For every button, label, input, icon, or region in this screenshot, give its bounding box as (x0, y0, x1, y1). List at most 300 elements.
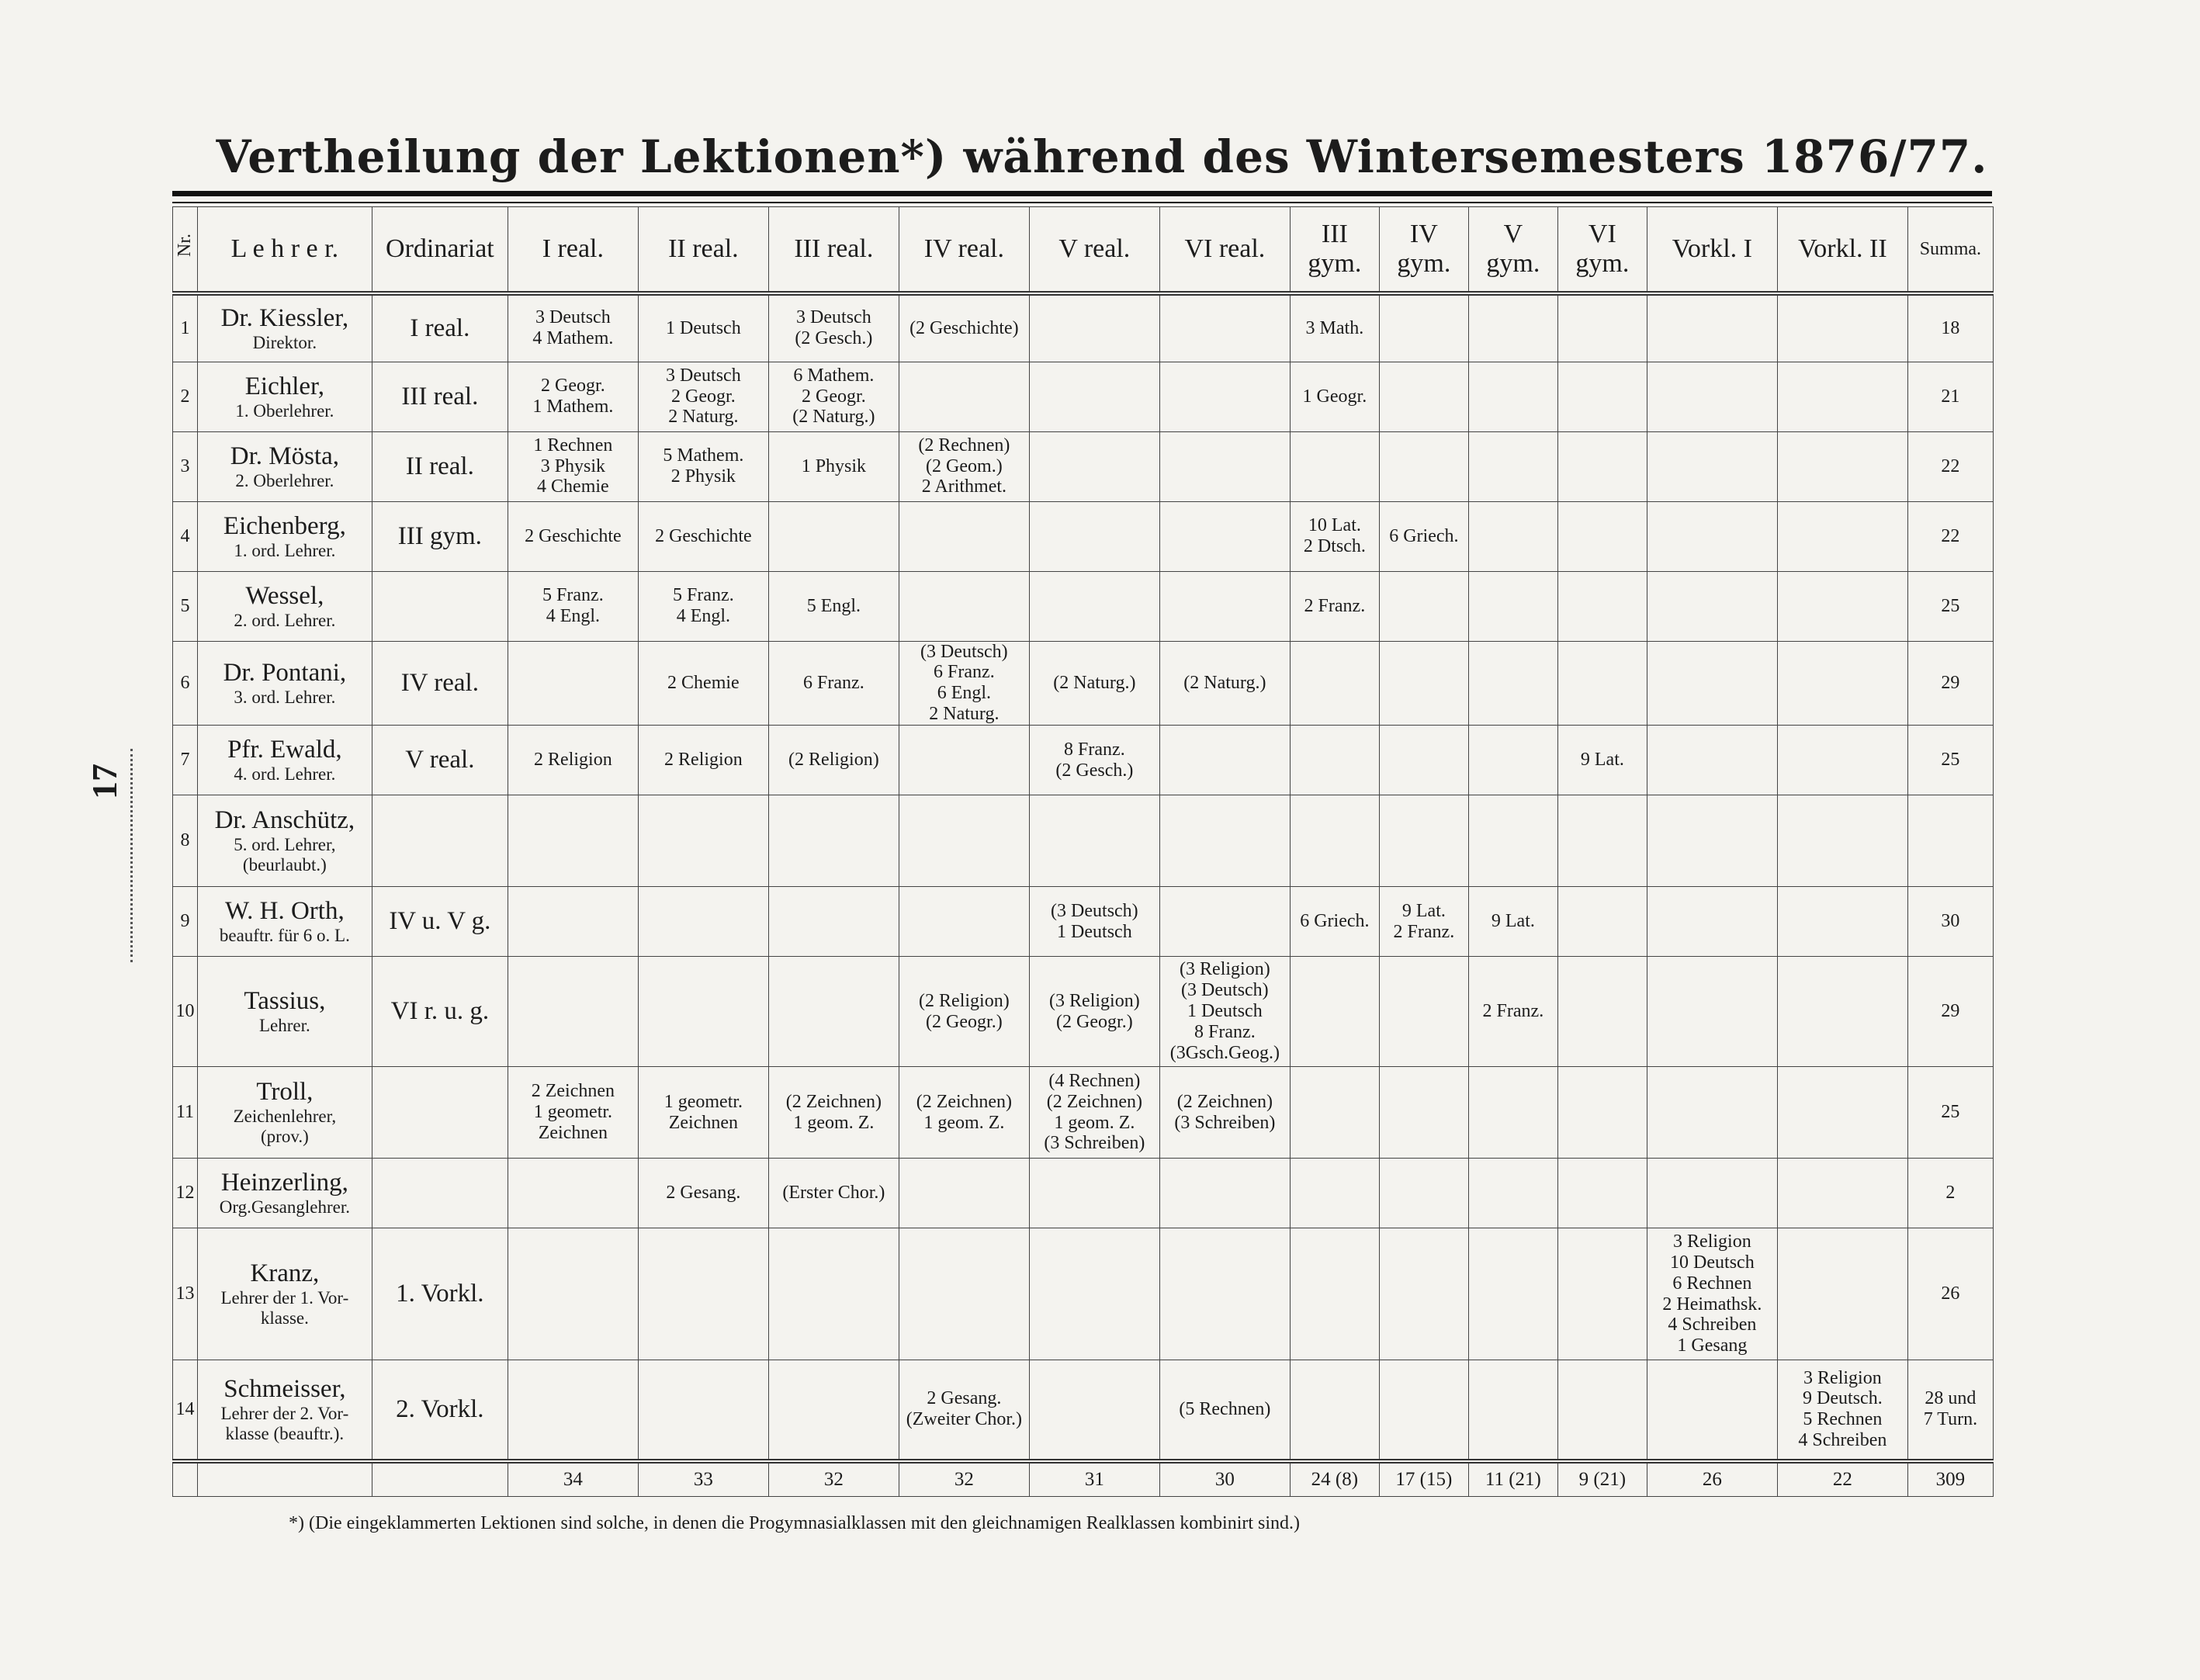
row-number: 8 (173, 795, 198, 887)
lesson-cell (1777, 641, 1907, 726)
total-value: 32 (768, 1461, 899, 1497)
ordinariat-cell (372, 1067, 508, 1159)
teacher-role: 2. ord. Lehrer. (234, 610, 336, 630)
lesson-cell (1468, 571, 1557, 641)
lesson-cell (1159, 571, 1290, 641)
lesson-cell (899, 887, 1029, 957)
lesson-cell (1647, 726, 1777, 795)
teacher-name: Dr. Anschütz, (214, 806, 355, 835)
lesson-cell (768, 1228, 899, 1360)
lesson-cell (1557, 501, 1647, 571)
lesson-cell: 1 Deutsch (638, 293, 768, 362)
lesson-cell (899, 362, 1029, 431)
teacher-role: Lehrer. (258, 1016, 310, 1036)
table-row (173, 1360, 1994, 1461)
lesson-cell (1159, 795, 1290, 887)
lesson-cell: 1 Physik (768, 431, 899, 501)
lesson-cell (1159, 1159, 1290, 1228)
header-iii-real: III real. (768, 207, 899, 294)
teacher-cell (197, 641, 372, 726)
lesson-cell: 2 Chemie (638, 641, 768, 726)
lesson-cell: 9 Lat. 2 Franz. (1379, 887, 1468, 957)
lesson-cell (1777, 362, 1907, 431)
lesson-cell (1777, 571, 1907, 641)
lesson-cell (1557, 431, 1647, 501)
lesson-cell (1379, 293, 1468, 362)
lesson-cell (1159, 431, 1290, 501)
teacher-cell (197, 501, 372, 571)
sum-cell: 25 (1907, 1067, 1993, 1159)
lesson-cell (1777, 726, 1907, 795)
teacher-name: Dr. Pontani, (223, 658, 347, 687)
lesson-cell (1379, 1159, 1468, 1228)
header-i-real: I real. (508, 207, 638, 294)
page-number: 17 (85, 764, 124, 799)
lesson-cell (1379, 1067, 1468, 1159)
lesson-cell (768, 501, 899, 571)
sum-cell: 18 (1907, 293, 1993, 362)
lesson-cell (1029, 1159, 1159, 1228)
lesson-cell (1557, 641, 1647, 726)
lesson-cell: (Erster Chor.) (768, 1159, 899, 1228)
lesson-cell (1379, 431, 1468, 501)
table-row (173, 293, 1994, 362)
table-row (173, 431, 1994, 501)
row-number: 3 (173, 431, 198, 501)
teacher-cell (197, 362, 372, 431)
lesson-cell (1647, 1360, 1777, 1461)
lesson-cell: (3 Deutsch) 6 Franz. 6 Engl. 2 Naturg. (899, 641, 1029, 726)
teacher-name: Wessel, (245, 581, 324, 610)
lesson-cell (508, 887, 638, 957)
lesson-cell (1557, 1360, 1647, 1461)
lesson-cell (768, 795, 899, 887)
row-number: 7 (173, 726, 198, 795)
teacher-role: Zeichenlehrer, (prov.) (233, 1107, 337, 1146)
table-row (173, 1159, 1994, 1228)
lesson-cell (1468, 293, 1557, 362)
row-number: 10 (173, 957, 198, 1067)
lesson-cell: 3 Deutsch (2 Gesch.) (768, 293, 899, 362)
lesson-cell (1647, 957, 1777, 1067)
teacher-name: Dr. Mösta, (230, 442, 339, 470)
lesson-cell (1557, 795, 1647, 887)
table-row (173, 957, 1994, 1067)
totals-empty-cell (173, 1461, 198, 1497)
header-vorkl-i: Vorkl. I (1647, 207, 1777, 294)
table-row (173, 726, 1994, 795)
lesson-cell (1777, 795, 1907, 887)
row-number: 1 (173, 293, 198, 362)
lesson-cell: 2 Zeichnen 1 geometr. Zeichnen (508, 1067, 638, 1159)
lesson-cell (1379, 1228, 1468, 1360)
row-number: 13 (173, 1228, 198, 1360)
lesson-cell (638, 887, 768, 957)
totals-row (173, 1461, 1994, 1497)
teacher-role: 4. ord. Lehrer. (234, 764, 336, 785)
lesson-cell (1159, 1228, 1290, 1360)
lesson-cell: 6 Franz. (768, 641, 899, 726)
lesson-cell (1647, 501, 1777, 571)
lesson-cell (1777, 887, 1907, 957)
lesson-cell: 2 Religion (508, 726, 638, 795)
row-number: 14 (173, 1360, 198, 1461)
teacher-name: Eichler, (244, 372, 324, 400)
lesson-cell (1029, 1360, 1159, 1461)
header-v-gym: V gym. (1468, 207, 1557, 294)
teacher-role: 1. Oberlehrer. (235, 400, 334, 421)
header-vi-gym: VI gym. (1557, 207, 1647, 294)
ordinariat-cell: II real. (372, 431, 508, 501)
lesson-cell (1468, 501, 1557, 571)
teacher-role: 5. ord. Lehrer, (beurlaubt.) (234, 835, 336, 875)
totals-empty-cell (372, 1461, 508, 1497)
sum-cell: 25 (1907, 571, 1993, 641)
teacher-role: 1. ord. Lehrer. (234, 540, 336, 560)
table-row (173, 1228, 1994, 1360)
header-ordinariat: Ordinariat (372, 207, 508, 294)
total-value: 26 (1647, 1461, 1777, 1497)
lesson-cell: 5 Engl. (768, 571, 899, 641)
ordinariat-cell (372, 1159, 508, 1228)
lesson-cell (1029, 795, 1159, 887)
teacher-role: beauftr. für 6 o. L. (219, 926, 350, 946)
lesson-cell: 6 Mathem. 2 Geogr. (2 Naturg.) (768, 362, 899, 431)
total-value: 22 (1777, 1461, 1907, 1497)
lesson-cell (1029, 571, 1159, 641)
ordinariat-cell: IV u. V g. (372, 887, 508, 957)
lesson-cell (1290, 1067, 1379, 1159)
total-value: 34 (508, 1461, 638, 1497)
total-value: 32 (899, 1461, 1029, 1497)
lesson-cell (1159, 293, 1290, 362)
ordinariat-cell: III real. (372, 362, 508, 431)
lesson-cell (638, 957, 768, 1067)
lesson-cell (1777, 1228, 1907, 1360)
page-title: Vertheilung der Lektionen*) während des Wintersemesters 1876/77. (216, 130, 1988, 183)
header-v-real: V real. (1029, 207, 1159, 294)
lesson-cell: 2 Franz. (1468, 957, 1557, 1067)
ordinariat-cell: IV real. (372, 641, 508, 726)
row-number: 9 (173, 887, 198, 957)
lesson-cell: (3 Religion) (3 Deutsch) 1 Deutsch 8 Franz. (3Gsch.Geog.) (1159, 957, 1290, 1067)
row-number: 2 (173, 362, 198, 431)
header-vi-real: VI real. (1159, 207, 1290, 294)
sum-cell: 21 (1907, 362, 1993, 431)
header-nr: Nr. (173, 207, 198, 294)
table-row (173, 795, 1994, 887)
ordinariat-cell (372, 571, 508, 641)
lesson-cell (1557, 362, 1647, 431)
lesson-cell (1647, 431, 1777, 501)
lesson-cell: 2 Gesang. (638, 1159, 768, 1228)
lesson-cell (1290, 957, 1379, 1067)
total-value: 9 (21) (1557, 1461, 1647, 1497)
lesson-cell: 3 Religion 10 Deutsch 6 Rechnen 2 Heimathsk. 4 Schreiben 1 Gesang (1647, 1228, 1777, 1360)
total-value: 11 (21) (1468, 1461, 1557, 1497)
lesson-cell: 2 Geschichte (638, 501, 768, 571)
lesson-cell (1379, 571, 1468, 641)
lesson-cell: (3 Deutsch) 1 Deutsch (1029, 887, 1159, 957)
lesson-cell (508, 1228, 638, 1360)
teacher-name: Tassius, (244, 987, 326, 1016)
lesson-cell (638, 1360, 768, 1461)
lesson-cell (1777, 431, 1907, 501)
teacher-cell (197, 957, 372, 1067)
header-teacher: L e h r e r. (197, 207, 372, 294)
lesson-cell: (4 Rechnen) (2 Zeichnen) 1 geom. Z. (3 Schreiben) (1029, 1067, 1159, 1159)
lesson-cell (1468, 1159, 1557, 1228)
lesson-cell: (2 Naturg.) (1029, 641, 1159, 726)
teacher-name: Kranz, (250, 1259, 320, 1288)
lesson-cell (1557, 957, 1647, 1067)
lesson-cell: (2 Zeichnen) 1 geom. Z. (768, 1067, 899, 1159)
lesson-cell (1290, 1159, 1379, 1228)
lesson-cell: 6 Griech. (1290, 887, 1379, 957)
lesson-cell (1647, 795, 1777, 887)
lesson-cell (1290, 1228, 1379, 1360)
lesson-cell (1647, 887, 1777, 957)
sum-cell: 29 (1907, 957, 1993, 1067)
lesson-cell (1647, 641, 1777, 726)
row-number: 5 (173, 571, 198, 641)
lesson-cell (1647, 1067, 1777, 1159)
lesson-cell: 10 Lat. 2 Dtsch. (1290, 501, 1379, 571)
teacher-cell (197, 726, 372, 795)
lesson-cell (1159, 501, 1290, 571)
lesson-cell: (5 Rechnen) (1159, 1360, 1290, 1461)
sum-cell: 28 und 7 Turn. (1907, 1360, 1993, 1461)
lesson-cell: (2 Religion) (2 Geogr.) (899, 957, 1029, 1067)
header-summa: Summa. (1907, 207, 1993, 294)
lesson-cell (1468, 431, 1557, 501)
lesson-cell (1468, 795, 1557, 887)
teacher-cell (197, 1228, 372, 1360)
total-value: 17 (15) (1379, 1461, 1468, 1497)
table-row (173, 641, 1994, 726)
total-value: 30 (1159, 1461, 1290, 1497)
ordinariat-cell: III gym. (372, 501, 508, 571)
lesson-cell (1468, 726, 1557, 795)
header-vorkl-ii: Vorkl. II (1777, 207, 1907, 294)
lesson-cell: 2 Franz. (1290, 571, 1379, 641)
ordinariat-cell (372, 795, 508, 887)
lesson-cell: 1 Rechnen 3 Physik 4 Chemie (508, 431, 638, 501)
row-number: 12 (173, 1159, 198, 1228)
sum-cell: 25 (1907, 726, 1993, 795)
lesson-cell (1379, 795, 1468, 887)
teacher-name: Heinzerling, (220, 1169, 348, 1197)
lesson-cell (1290, 1360, 1379, 1461)
lesson-cell: 9 Lat. (1468, 887, 1557, 957)
lesson-cell: 3 Religion 9 Deutsch. 5 Rechnen 4 Schreiben (1777, 1360, 1907, 1461)
lesson-cell: (3 Religion) (2 Geogr.) (1029, 957, 1159, 1067)
lesson-cell (1379, 1360, 1468, 1461)
header-iv-real: IV real. (899, 207, 1029, 294)
lesson-cell (899, 726, 1029, 795)
teacher-role: 3. ord. Lehrer. (234, 687, 336, 707)
lesson-cell (1029, 1228, 1159, 1360)
ordinariat-cell: I real. (372, 293, 508, 362)
teacher-name: Schmeisser, (223, 1375, 346, 1404)
lesson-cell (1379, 362, 1468, 431)
sum-cell: 30 (1907, 887, 1993, 957)
lesson-cell (508, 1360, 638, 1461)
ordinariat-cell: VI r. u. g. (372, 957, 508, 1067)
teacher-name: Pfr. Ewald, (227, 736, 342, 764)
lesson-cell (1029, 362, 1159, 431)
teacher-name: Troll, (256, 1078, 314, 1107)
lesson-cell: 5 Mathem. 2 Physik (638, 431, 768, 501)
lesson-cell: 1 Geogr. (1290, 362, 1379, 431)
lesson-cell: 5 Franz. 4 Engl. (508, 571, 638, 641)
teacher-cell (197, 293, 372, 362)
lesson-cell (1290, 795, 1379, 887)
lessons-table (172, 206, 1994, 1497)
table-row (173, 1067, 1994, 1159)
lesson-cell (1159, 726, 1290, 795)
teacher-cell (197, 887, 372, 957)
lesson-cell (1029, 293, 1159, 362)
lesson-cell: (2 Zeichnen) 1 geom. Z. (899, 1067, 1029, 1159)
total-value: 309 (1907, 1461, 1993, 1497)
teacher-cell (197, 1067, 372, 1159)
lesson-cell (1029, 501, 1159, 571)
teacher-cell (197, 571, 372, 641)
sum-cell: 22 (1907, 501, 1993, 571)
lesson-cell (1379, 726, 1468, 795)
lesson-cell (899, 795, 1029, 887)
lesson-cell (1647, 293, 1777, 362)
lesson-cell: 3 Deutsch 4 Mathem. (508, 293, 638, 362)
lesson-cell (1029, 431, 1159, 501)
lesson-cell (1557, 1228, 1647, 1360)
lesson-cell (1777, 1067, 1907, 1159)
lesson-cell: (2 Religion) (768, 726, 899, 795)
lesson-cell: 8 Franz. (2 Gesch.) (1029, 726, 1159, 795)
lesson-cell (1557, 293, 1647, 362)
lesson-cell (1290, 431, 1379, 501)
total-value: 33 (638, 1461, 768, 1497)
teacher-cell (197, 1360, 372, 1461)
lesson-cell (638, 1228, 768, 1360)
lesson-cell: (2 Zeichnen) (3 Schreiben) (1159, 1067, 1290, 1159)
sum-cell: 22 (1907, 431, 1993, 501)
lesson-cell (508, 641, 638, 726)
lesson-cell: 3 Math. (1290, 293, 1379, 362)
lesson-cell (1468, 1067, 1557, 1159)
header-iii-gym: III gym. (1290, 207, 1379, 294)
row-number: 6 (173, 641, 198, 726)
lesson-cell (508, 1159, 638, 1228)
row-number: 11 (173, 1067, 198, 1159)
lesson-cell: (2 Naturg.) (1159, 641, 1290, 726)
total-value: 31 (1029, 1461, 1159, 1497)
lesson-cell (1557, 1067, 1647, 1159)
sum-cell: 29 (1907, 641, 1993, 726)
lesson-cell: (2 Geschichte) (899, 293, 1029, 362)
lesson-cell: 9 Lat. (1557, 726, 1647, 795)
lesson-cell (1777, 293, 1907, 362)
teacher-cell (197, 795, 372, 887)
lesson-cell (508, 957, 638, 1067)
table-row (173, 571, 1994, 641)
lesson-cell: 5 Franz. 4 Engl. (638, 571, 768, 641)
lesson-cell (638, 795, 768, 887)
lesson-cell (1468, 641, 1557, 726)
ordinariat-cell: 1. Vorkl. (372, 1228, 508, 1360)
teacher-name: Eichenberg, (223, 511, 346, 540)
lesson-cell (1379, 957, 1468, 1067)
teacher-name: Dr. Kiessler, (220, 303, 349, 332)
footnote: *) (Die eingeklammerten Lektionen sind solche, in denen die Progymnasialklassen mit den gleichnamigen Realklassen kombinirt sind.) (289, 1513, 1301, 1533)
header-ii-real: II real. (638, 207, 768, 294)
table-row (173, 887, 1994, 957)
lesson-cell (1777, 957, 1907, 1067)
lesson-cell: 3 Deutsch 2 Geogr. 2 Naturg. (638, 362, 768, 431)
lesson-cell (1468, 1228, 1557, 1360)
sum-cell (1907, 795, 1993, 887)
lesson-cell: 2 Geogr. 1 Mathem. (508, 362, 638, 431)
header-iv-gym: IV gym. (1379, 207, 1468, 294)
lesson-cell (1647, 362, 1777, 431)
lesson-cell: (2 Rechnen) (2 Geom.) 2 Arithmet. (899, 431, 1029, 501)
lesson-cell (1159, 362, 1290, 431)
title-rule-thick (172, 191, 1992, 196)
lesson-cell (899, 501, 1029, 571)
lesson-cell: 6 Griech. (1379, 501, 1468, 571)
lesson-cell (508, 795, 638, 887)
lesson-cell (899, 1228, 1029, 1360)
lesson-cell (1379, 641, 1468, 726)
table-row (173, 362, 1994, 431)
teacher-role: Org.Gesanglehrer. (219, 1197, 350, 1218)
lesson-cell (1557, 1159, 1647, 1228)
lesson-cell: 2 Gesang. (Zweiter Chor.) (899, 1360, 1029, 1461)
lesson-cell (768, 887, 899, 957)
ordinariat-cell: V real. (372, 726, 508, 795)
totals-empty-cell (197, 1461, 372, 1497)
teacher-role: Direktor. (252, 332, 317, 352)
lesson-cell (768, 1360, 899, 1461)
row-number: 4 (173, 501, 198, 571)
lesson-cell (1468, 362, 1557, 431)
lesson-cell (1290, 726, 1379, 795)
lesson-cell: 2 Religion (638, 726, 768, 795)
teacher-role: Lehrer der 1. Vor- klasse. (220, 1288, 349, 1328)
lesson-cell (899, 571, 1029, 641)
lesson-cell (1557, 571, 1647, 641)
lesson-cell (1468, 1360, 1557, 1461)
ordinariat-cell: 2. Vorkl. (372, 1360, 508, 1461)
lesson-cell (768, 957, 899, 1067)
lesson-cell: 2 Geschichte (508, 501, 638, 571)
lesson-cell (1290, 641, 1379, 726)
sum-cell: 26 (1907, 1228, 1993, 1360)
teacher-role: Lehrer der 2. Vor- klasse (beauftr.). (220, 1403, 349, 1443)
header-row (173, 207, 1994, 294)
lesson-cell (1777, 501, 1907, 571)
lesson-cell (1159, 887, 1290, 957)
teacher-cell (197, 1159, 372, 1228)
lesson-cell (1647, 571, 1777, 641)
sum-cell: 2 (1907, 1159, 1993, 1228)
total-value: 24 (8) (1290, 1461, 1379, 1497)
lesson-cell (1647, 1159, 1777, 1228)
lesson-cell (1777, 1159, 1907, 1228)
wavy-margin-line (116, 749, 133, 962)
teacher-role: 2. Oberlehrer. (235, 470, 334, 490)
